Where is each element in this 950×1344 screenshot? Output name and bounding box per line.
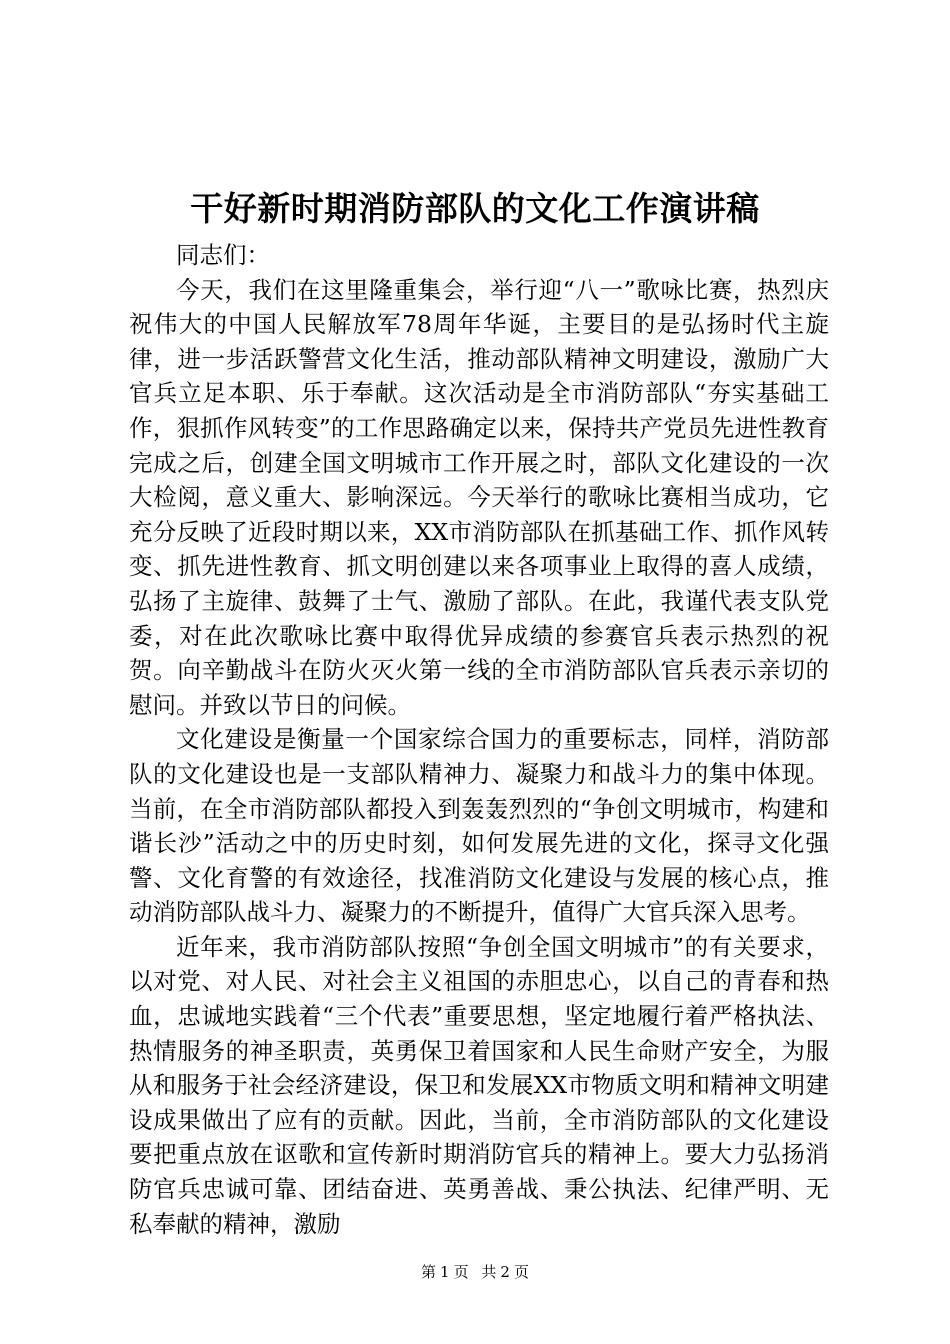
- salutation: 同志们：: [176, 241, 270, 269]
- paragraph: 文化建设是衡量一个国家综合国力的重要标志，同样，消防部队的文化建设也是一支部队精神力、凝聚力和战斗力的集中体现。当前，在全市消防部队都投入到轰轰烈烈的“争创文明城市，构建和谐长沙”活动之中的历史时刻，如何发展先进的文化，探寻文化强警、文化育警的有效途径，找准消防文化建设与发展的核心点，推动消防部队战斗力、凝聚力的不断提升，值得广大官兵深入思考。: [129, 725, 829, 927]
- page-number: 第 1 页: [421, 1263, 469, 1281]
- page-footer: [0, 1262, 950, 1282]
- document-body: [129, 238, 829, 1241]
- paragraph: 近年来，我市消防部队按照“争创全国文明城市”的有关要求，以对党、对人民、对社会主义祖国的赤胆忠心，以自己的青春和热血，忠诚地实践着“三个代表”重要思想，坚定地履行着严格执法、热情服务的神圣职责，英勇保卫着国家和人民生命财产安全，为服从和服务于社会经济建设，保卫和发展XX市物质文明和精神文明建设成果做出了应有的贡献。因此，当前，全市消防部队的文化建设要把重点放在讴歌和宣传新时期消防官兵的精神上。要大力弘扬消防官兵忠诚可靠、团结奋进、英勇善战、秉公执法、纪律严明、无私奉献的精神，激励: [129, 932, 829, 1238]
- paragraph: 今天，我们在这里隆重集会，举行迎“八一”歌咏比赛，热烈庆祝伟大的中国人民解放军78周年华诞，主要目的是弘扬时代主旋律，进一步活跃警营文化生活，推动部队精神文明建设，激励广大官兵立足本职、乐于奉献。这次活动是全市消防部队“夯实基础工作，狠抓作风转变”的工作思路确定以来，保持共产党员先进性教育完成之后，创建全国文明城市工作开展之时，部队文化建设的一次大检阅，意义重大、影响深远。今天举行的歌咏比赛相当成功，它充分反映了近段时期以来，XX市消防部队在抓基础工作、抓作风转变、抓先进性教育、抓文明创建以来各项事业上取得的喜人成绩，弘扬了主旋律、鼓舞了士气、激励了部队。在此，我谨代表支队党委，对在此次歌咏比赛中取得优异成绩的参赛官兵表示热烈的祝贺。向辛勤战斗在防火灭火第一线的全市消防部队官兵表示亲切的慰问。并致以节日的问候。: [129, 275, 829, 719]
- page-title: 干好新时期消防部队的文化工作演讲稿: [190, 189, 760, 228]
- page-total: 共 2 页: [481, 1263, 529, 1281]
